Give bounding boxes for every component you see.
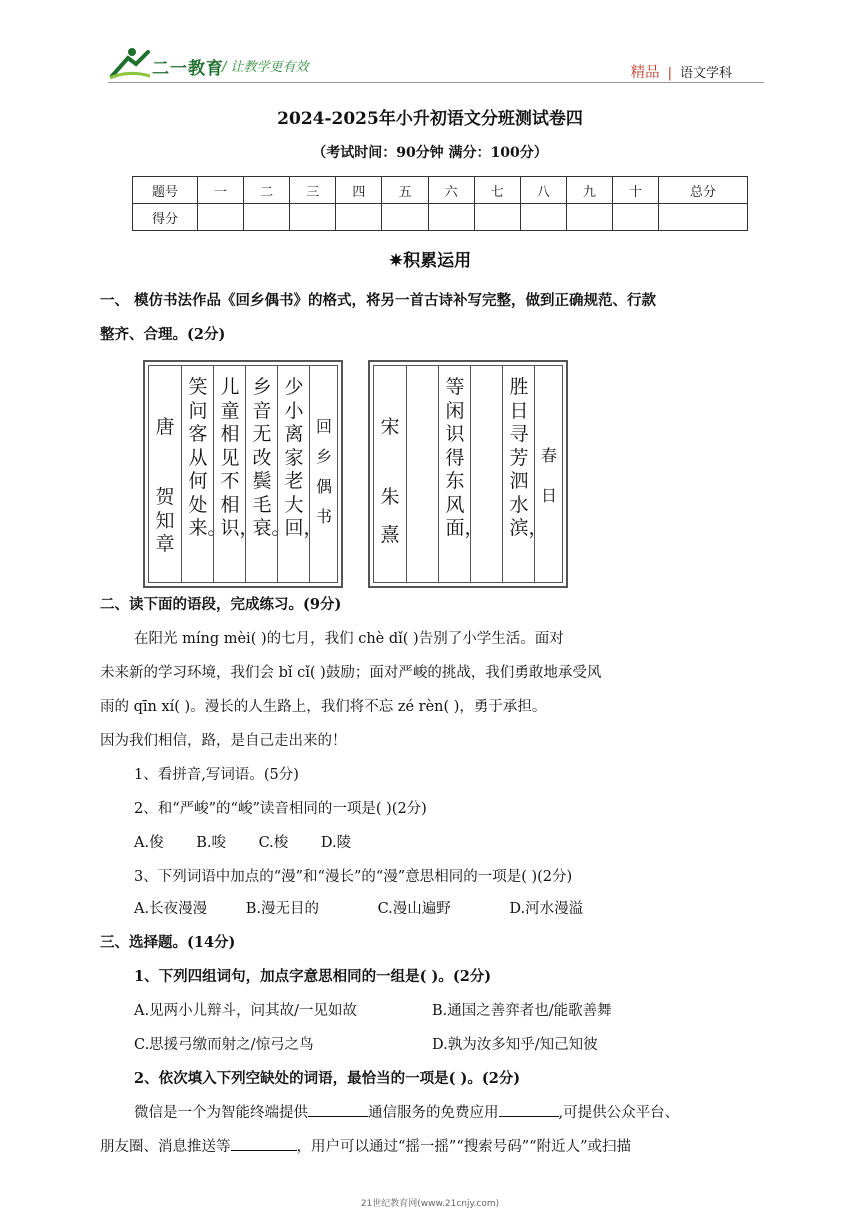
poem1-line-2: 乡音无改鬓毛衰。 bbox=[252, 376, 291, 539]
question-3-sub-1: 1、下列四组词句，加点字意思相同的一组是( )。(2分) bbox=[134, 968, 492, 985]
poem2-dynasty: 宋 bbox=[380, 416, 400, 438]
question-3-heading: 三、选择题。(14分) bbox=[100, 934, 236, 951]
table-cell: 得分 bbox=[133, 204, 198, 231]
poem1-author: 贺知章 bbox=[155, 486, 175, 555]
score-cell[interactable] bbox=[428, 204, 474, 231]
table-cell: 六 bbox=[428, 177, 474, 204]
score-cell[interactable] bbox=[336, 204, 382, 231]
score-cell[interactable] bbox=[659, 204, 748, 231]
score-table-header-row bbox=[133, 177, 748, 204]
option-d[interactable]: D.孰为汝多知乎/知己知彼 bbox=[432, 1037, 598, 1053]
table-cell: 五 bbox=[382, 177, 428, 204]
question-2-passage-2: 未来新的学习环境，我们会 bǐ cǐ( )鼓励；面对严峻的挑战，我们勇敢地承受风 bbox=[100, 665, 602, 681]
option-c[interactable]: C.梭 bbox=[258, 835, 289, 851]
poem1-line-1: 少小离家老大回， bbox=[284, 376, 323, 539]
fill-blank[interactable] bbox=[308, 1102, 368, 1117]
poem2-line-1: 胜日寻芳泗水滨， bbox=[509, 376, 548, 539]
runner-logo-icon bbox=[108, 46, 152, 80]
quality-tag: 精品 bbox=[630, 65, 660, 81]
fill-blank[interactable] bbox=[231, 1136, 297, 1151]
question-3-passage-1: 微信是一个为智能终端提供 通信服务的免费应用 ,可提供公众平台、 bbox=[134, 1096, 796, 1130]
poem2-blank-line-4[interactable] bbox=[406, 366, 439, 582]
question-2-sub-2-options bbox=[134, 826, 796, 860]
poem2-title: 春日 bbox=[541, 446, 558, 505]
score-cell[interactable] bbox=[520, 204, 566, 231]
poem2-blank-line-2[interactable] bbox=[470, 366, 503, 582]
question-3-passage-2: 朋友圈、消息推送等 ，用户可以通过“摇一摇”“搜索号码”“附近人”或扫描 bbox=[100, 1130, 762, 1164]
table-cell: 七 bbox=[474, 177, 520, 204]
score-cell[interactable] bbox=[244, 204, 290, 231]
section-heading: ✷积累运用 bbox=[388, 251, 472, 271]
score-cell[interactable] bbox=[290, 204, 336, 231]
question-2-heading: 二、读下面的语段，完成练习。(9分) bbox=[100, 596, 342, 613]
question-2-passage-1: 在阳光 míng mèi( )的七月，我们 chè dǐ( )告别了小学生活。面对 bbox=[134, 631, 564, 647]
fill-blank[interactable] bbox=[499, 1102, 559, 1117]
table-cell: 题号 bbox=[133, 177, 198, 204]
exam-info: （考试时间：90分钟 满分：100分） bbox=[312, 145, 548, 161]
option-c[interactable]: C.思援弓缴而射之/惊弓之鸟 bbox=[134, 1037, 314, 1053]
poem1-title: 回乡偶书 bbox=[316, 417, 333, 526]
table-cell: 二 bbox=[244, 177, 290, 204]
score-cell[interactable] bbox=[198, 204, 244, 231]
poem-calligraphy-box-2 bbox=[368, 360, 568, 588]
table-cell: 四 bbox=[336, 177, 382, 204]
brand-name: 二一教育 bbox=[152, 59, 224, 79]
table-cell: 八 bbox=[520, 177, 566, 204]
question-2-passage-3: 雨的 qīn xí( )。漫长的人生路上，我们将不忘 zé rèn( )，勇于承担。 bbox=[100, 699, 547, 715]
table-cell: 十 bbox=[612, 177, 658, 204]
option-d[interactable]: D.陵 bbox=[320, 835, 352, 851]
question-1-line2: 整齐、合理。(2分) bbox=[100, 326, 226, 343]
score-cell[interactable] bbox=[382, 204, 428, 231]
option-c[interactable]: C.漫山遍野 bbox=[377, 901, 451, 917]
brand-slogan: / 让教学更有效 bbox=[222, 60, 309, 75]
table-cell: 九 bbox=[566, 177, 612, 204]
question-2-passage-4: 因为我们相信，路，是自己走出来的！ bbox=[100, 733, 347, 749]
poem1-dynasty: 唐 bbox=[155, 416, 175, 438]
option-a[interactable]: A.长夜漫漫 bbox=[134, 901, 208, 917]
score-cell[interactable] bbox=[566, 204, 612, 231]
question-2-sub-3-options bbox=[134, 892, 796, 926]
poem1-line-3: 儿童相见不相识， bbox=[220, 376, 259, 539]
header-tags: 精品 | 语文学科 bbox=[630, 65, 732, 81]
option-b[interactable]: B.通国之善弈者也/能歌善舞 bbox=[432, 1003, 612, 1019]
score-cell[interactable] bbox=[612, 204, 658, 231]
option-a[interactable]: A.俊 bbox=[134, 835, 164, 851]
question-3-sub-2: 2、依次填入下列空缺处的词语，最恰当的一项是( )。(2分) bbox=[134, 1070, 521, 1087]
option-a[interactable]: A.见两小儿辩斗，问其故/一见如故 bbox=[134, 1003, 357, 1019]
option-d[interactable]: D.河水漫溢 bbox=[509, 901, 584, 917]
score-table bbox=[132, 176, 748, 231]
subject-tag: 语文学科 bbox=[679, 66, 732, 81]
question-2-sub-2: 2、和“严峻”的“峻”读音相同的一项是( )(2分) bbox=[134, 801, 427, 817]
question-1-line1: 一、 模仿书法作品《回乡偶书》的格式，将另一首古诗补写完整，做到正确规范、行款 bbox=[100, 292, 657, 309]
question-2-sub-3: 3、下列词语中加点的“漫”和“漫长”的“漫”意思相同的一项是( )(2分) bbox=[134, 869, 573, 885]
table-cell: 一 bbox=[198, 177, 244, 204]
poem-calligraphy-box-1 bbox=[143, 360, 343, 588]
table-cell: 总分 bbox=[659, 177, 748, 204]
poem2-line-3: 等闲识得东风面， bbox=[445, 376, 484, 539]
question-3-sub-1-options-ab bbox=[134, 994, 796, 1028]
poem2-author: 朱熹 bbox=[380, 486, 400, 546]
option-b[interactable]: B.唆 bbox=[196, 835, 226, 851]
table-cell: 三 bbox=[290, 177, 336, 204]
poem1-line-4: 笑问客从何处来。 bbox=[188, 376, 227, 539]
score-table-score-row bbox=[133, 204, 748, 231]
option-b[interactable]: B.漫无目的 bbox=[245, 901, 319, 917]
page-title: 2024-2025年小升初语文分班测试卷四 bbox=[277, 109, 583, 129]
page-footer: 21世纪教育网(www.21cnjy.com) bbox=[360, 1199, 500, 1209]
question-2-sub-1: 1、看拼音,写词语。(5分) bbox=[134, 767, 299, 783]
header-divider bbox=[108, 82, 764, 83]
page-header bbox=[0, 0, 860, 90]
question-3-sub-1-options-cd bbox=[134, 1028, 796, 1062]
score-cell[interactable] bbox=[474, 204, 520, 231]
